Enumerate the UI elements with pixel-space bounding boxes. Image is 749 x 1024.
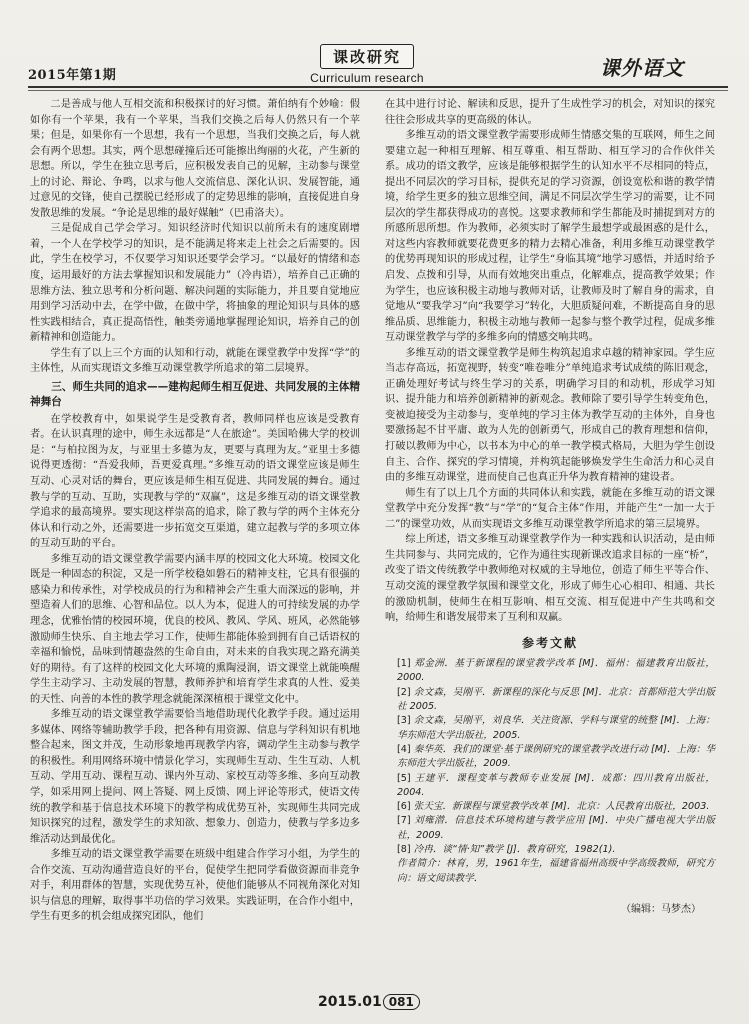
reference-text: 作者简介：林育，男，1961年生，福建省福州高级中学高级教师，研究方向：语文阅读教学． bbox=[397, 858, 715, 884]
reference-item bbox=[385, 686, 715, 715]
body-paragraph: 多维互动的语文课堂教学是师生构筑起追求卓越的精神家园。学生应当志存高远，拓宽视野，转变“唯卷唯分”单纯追求考试成绩的陈旧观念，正确处理好考试与终生学习的关系，明确学习目的和动机，形成学习知识、提升能力和培养创新精神的新观念。教师除了要引导学生转变角色，变被迫接受为主动参与，变单纯的学习主体为教学互动的主体外，自身也要激扬起不甘平庸、敢为人先的创新勇气，形成自己的教育理想和信仰，打破以教师为中心，以书本为中心的单一教学模式格局，大胆为学生创设自主、合作、探究的学习情境，并构筑起能够焕发学生生命活力和心灵自由的多维互动课堂，进而使自己也真正升华为教育精神的建设者。 bbox=[385, 347, 715, 484]
header-rule bbox=[28, 86, 728, 88]
body-paragraph: 在学校教育中，如果说学生是受教育者，教师同样也应该是受教育者。在认识真理的途中，师生永远都是“人在旅途”。美国哈佛大学的校训是：“与柏拉图为友，与亚里士多德为友，更要与真理为友。”亚里士多德说得更透彻：“吾爱我师，吾更爱真理。”多维互动的语文课堂应该是师生互动、心灵对话的舞台，更应该是师生相互促进、共同发展的舞台。通过教与学的互动、互助，实现教与学的“双赢”，这是多维互动的语文课堂教学追求的最高境界。要实现这样崇高的追求，除了教与学的两个主体充分体认和行动之外，还需要进一步拓宽交互渠道，建立起教与学的多项立体的互动互助的平台。 bbox=[30, 413, 360, 550]
editor-note: （编辑：马梦杰） bbox=[621, 903, 701, 915]
reference-text: 秦华英．我们的课堂·基于课例研究的课堂教学改进行动 [M]．上海：华东师范大学出版社，2009. bbox=[397, 743, 715, 770]
body-paragraph: 多维互动的语文课堂教学需要形成师生情感交集的互联网，师生之间要建立起一种相互理解、相互尊重、相互帮助、相互学习的合作伙伴关系。成功的语文教学，应该是能够根据学生的认知水平不尽相同的特点，提出不同层次的学习目标，提供充足的学习资源，创设宽松和谐的教学情境，给学生更多的独立思维空间，满足不同层次学生学习的需要，让不同层次的学生都获得成功的喜悦。这要求教师和学生都能及时捕捉到对方的所感所思所想。作为教师，必须实时了解学生最想学或最困惑的是什么，对这些内容教师就要花费更多的精力去精心准备，利用多维互动课堂教学的优势再现知识的形成过程，让学生“身临其境”地学习感悟，并适时给予启发、点拨和引导，从而有效地突出重点，化解难点，提高教学效果；作为学生，也应该积极主动地与教师对话，让教师及时了解自身的需求，自觉地从“要我学习”向“我要学习”转化，大胆质疑问难，不断提高自身的思维品质、思维能力，积极主动地与教师一起参与整个教学过程，促成多维互动课堂教学与学的多维多向的情感交响共鸣。 bbox=[385, 130, 715, 344]
column-title-cn: 课改研究 bbox=[320, 44, 414, 69]
footer-date: 2015.01 bbox=[318, 994, 382, 1010]
references-title: 参考文献 bbox=[521, 635, 578, 650]
reference-item bbox=[385, 857, 715, 886]
reference-number: [8] bbox=[397, 844, 411, 855]
body-paragraph: 在其中进行讨论、解读和反思，提升了生成性学习的机会，对知识的探究往往会形成共享的更高级的体认。 bbox=[385, 99, 715, 126]
body-paragraph: 师生有了以上几个方面的共同体认和实践，就能在多维互动的语文课堂教学中充分发挥“教”与“学”的“复合主体”作用，并能产生“一加一大于二”的课堂功效，从而实现语文多维互动课堂教学所追求的第三层境界。 bbox=[385, 487, 715, 530]
section-heading: 三、师生共同的追求——建构起师生相互促进、共同发展的主体精神舞台 bbox=[30, 380, 360, 408]
reference-text: 余文森，吴刚平．新课程的深化与反思 [M]．北京：首都师范大学出版社 2005. bbox=[397, 686, 716, 713]
reference-item bbox=[385, 843, 715, 857]
reference-text: 王建平．课程变革与教师专业发展 [M]．成都：四川教育出版社，2004. bbox=[397, 772, 716, 798]
reference-number: [2] bbox=[397, 686, 411, 698]
left-column bbox=[30, 97, 360, 925]
body-paragraph: 多维互动的语文课堂教学需要在班级中组建合作学习小组，为学生的合作交流、互动沟通营造良好的平台，促使学生把同学看做资源而非竞争对手，利用群体的智慧，实现优势互补，使他们能够从不同视角深化对知识与信息的理解，取得事半功倍的学习效果。实践证明，在合作小组中，学生有更多的机会组成探究团队，他们 bbox=[30, 849, 360, 923]
reference-number: [6] bbox=[397, 801, 411, 813]
reference-item bbox=[385, 814, 715, 843]
body-paragraph: 综上所述，语文多维互动课堂教学作为一种实践和认识活动，是由师生共同参与、共同完成的，它作为通往实现新课改追求目标的一座“桥”，改变了语文传统教学中教师绝对权威的主导地位，创造了师生平等合作、互动交流的课堂教学氛围和课堂文化，形成了师生心心相印、相通、共长的激励机制，使师生在相互影响、相互交流、相互促进中产生共鸣和交响，给师生和谐发展带来了互利和双赢。 bbox=[385, 534, 715, 624]
magazine-logo: 课外语文 bbox=[600, 56, 684, 80]
reference-item bbox=[385, 714, 715, 743]
right-column bbox=[385, 97, 715, 917]
body-paragraph: 二是善成与他人互相交流和积极探讨的好习惯。萧伯纳有个妙喻：假如你有一个苹果，我有一个苹果，当我们交换之后每人仍然只有一个苹果；但是，如果你有一个思想，我有一个思想，当我们交换之后，每人就会有两个思想。其实，两个思想碰撞后还可能擦出绚丽的火花，产生新的思想。所以，学生在独立思考后，应积极发表自己的见解，主动参与课堂上的讨论、辩论、争鸣，以求与他人交流信息、深化认识、发展智能，通过意见的交锋，使自己摆脱已经形成了的定势思维的影响，直接促进自身发散思维的发展。“争论是思维的最好媒触”（巴甫洛夫）。 bbox=[30, 99, 360, 219]
reference-number: [5] bbox=[397, 772, 411, 784]
reference-item bbox=[385, 772, 715, 801]
reference-number: [4] bbox=[397, 743, 411, 755]
reference-item bbox=[385, 743, 715, 772]
reference-text: 郑金洲．基于新课程的课堂教学改革 [M]．福州：福建教育出版社，2000. bbox=[397, 658, 715, 684]
body-paragraph: 学生有了以上三个方面的认知和行动，就能在课堂教学中发挥“学”的主体性，从而实现语文多维互动课堂教学所追求的第二层境界。 bbox=[30, 347, 360, 375]
body-paragraph: 三是促成自己学会学习。知识经济时代知识以前所未有的速度剧增着，一个人在学校学习的知识，是不能满足将来走上社会之后需要的。因此，学生在校学习，不仅要学习知识还要学会学习。“以最好的情绪和态度，运用最好的方法去掌握知识和发展能力”（冷冉语），培养自己正确的思维方法、独立思考和分析问题、解决问题的实际能力，并且要自觉地应用到学习活动中去，在学中做，在做中学，将抽象的理论知识与具体的感性实践相结合，真正提高悟性，触类旁通地掌握理论知识，培养自己的创新精神和创造能力。 bbox=[30, 223, 360, 344]
reference-text: 冷冉．谈“情·知”教学 [J]．教育研究，1982(1). bbox=[413, 844, 616, 855]
reference-text: 余文森，吴刚平，刘良华．关注资源、学科与课堂的统整 [M]．上海：华东师范大学出版社，2005. bbox=[397, 715, 716, 741]
reference-item bbox=[385, 800, 715, 814]
body-paragraph: 多维互动的语文课堂教学需要内涵丰厚的校园文化大环境。校园文化既是一种固态的积淀，又是一所学校稳如磐石的精神支柱，它具有很强的感染力和传承性，对学校成员的行为和精神会产生重大而深远的影响，并塑造着人们的思维、心智和品位。以人为本，促进人的可持续发展的办学理念，优雅怡情的校园环境，优良的校风、教风、学风、班风，必然能够激励师生快乐、自主地去学习工作，使师生都能体验到拥有自己话语权的幸福和愉悦，品味到情趣盎然的生命自由，对未来的自我实现之路充满美好的期待。有了这样的校园文化大环境的熏陶浸润，语文课堂上就能唤醒学生主动学习、主动发展的智慧，教师养护和培育学生求真的人性、爱美的天性、向善的本性的教学理念就能深深植根于课堂文化中。 bbox=[30, 553, 360, 705]
header-rule-thin bbox=[28, 90, 728, 91]
body-paragraph: 多维互动的语文课堂教学需要恰当地借助现代化教学手段。通过运用多媒体、网络等辅助教学手段，把各种有用资源、信息与学科知识有机地整合起来，图文并茂，生动形象地再现教学内容，调动学生主动参与教学的积极性。利用网络环境中情景化学习，实现师生互动、生生互动、人机互动、学用互动、课程互动、课内外互动、家校互动等多维、多向互动教学，如采用网上提问、网上答疑、网上反馈、网上评论等形式，使语文传统的教学和基于信息技术环境下的教学构成优势互补，实现师生共同完成知识探究的过程，激发学生的求知欲、想象力、创造力，使教与学多边多维活动达到最优化。 bbox=[30, 709, 360, 845]
reference-text: 张天宝．新课程与课堂教学改革 [M]．北京：人民教育出版社，2003. bbox=[413, 801, 710, 813]
reference-item bbox=[385, 657, 715, 686]
reference-number: [3] bbox=[397, 715, 411, 727]
column-heading bbox=[282, 44, 452, 85]
issue-label: 2015年第1期 bbox=[28, 68, 117, 83]
reference-number: [1] bbox=[397, 658, 411, 670]
page-number: 081 bbox=[383, 994, 420, 1010]
column-title-en: Curriculum research bbox=[310, 71, 424, 85]
reference-text: 刘雍潜．信息技术环境构建与教学应用 [M]．中央广播电视大学出版社，2009. bbox=[397, 815, 715, 841]
reference-number: [7] bbox=[397, 815, 411, 827]
page-footer bbox=[318, 994, 420, 1010]
